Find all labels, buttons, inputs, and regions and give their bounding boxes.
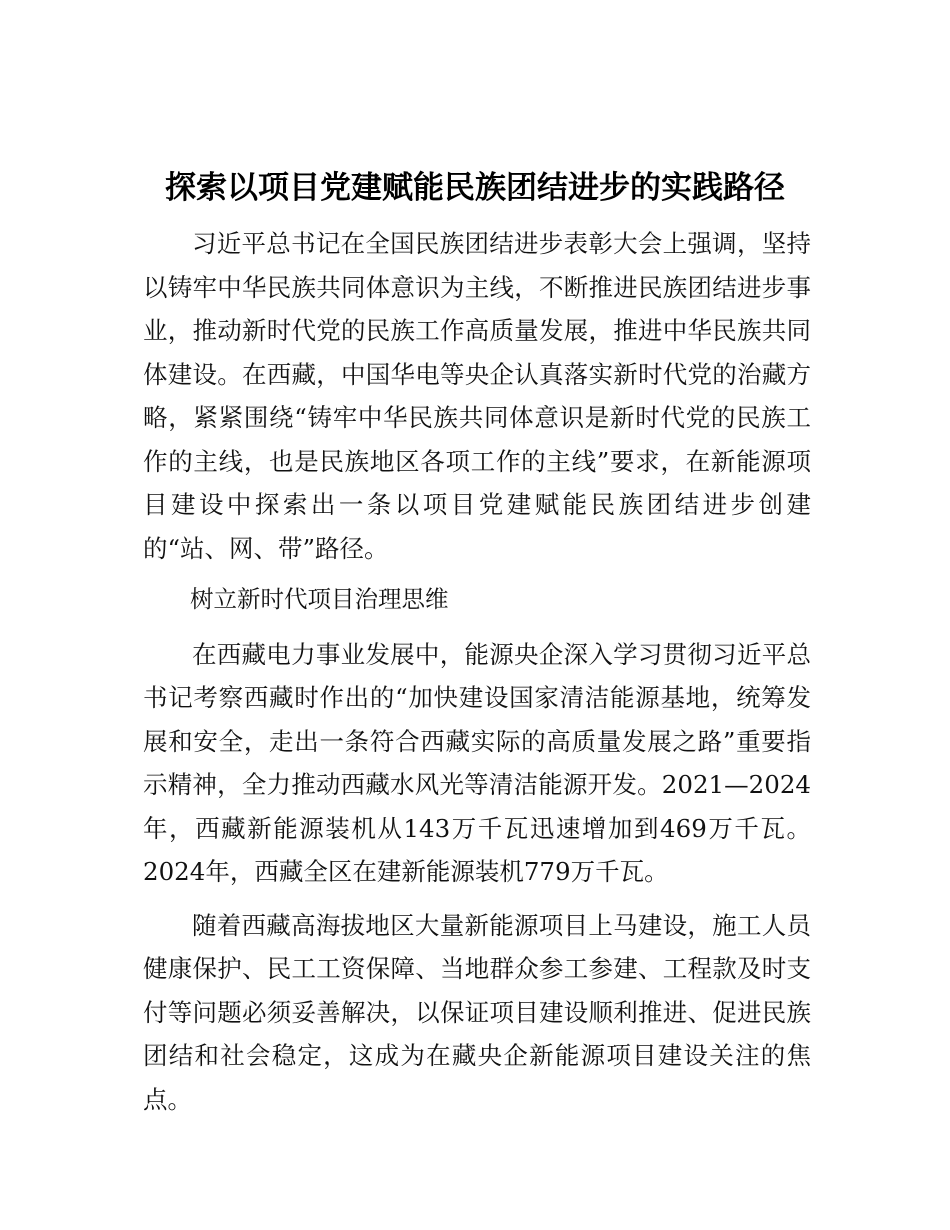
document-title: 探索以项目党建赋能民族团结进步的实践路径 (165, 170, 785, 206)
section-heading: 树立新时代项目治理思维 (190, 585, 449, 613)
document-body (143, 222, 811, 1121)
paragraph-intro: 习近平总书记在全国民族团结进步表彰大会上强调，坚持以铸牢中华民族共同体意识为主线，不断推进民族团结进步事业，推动新时代党的民族工作高质量发展，推进中华民族共同体建设。在西藏，中国华电等央企认真落实新时代党的治藏方略，紧紧围绕“铸牢中华民族共同体意识是新时代党的民族工作的主线，也是民族地区各项工作的主线”要求，在新能源项目建设中探索出一条以项目党建赋能民族团结进步创建的“站、网、带”路径。 (143, 229, 811, 563)
paragraph-construction-issues: 随着西藏高海拔地区大量新能源项目上马建设，施工人员健康保护、民工工资保障、当地群众参工参建、工程款及时支付等问题必须妥善解决，以保证项目建设顺利推进、促进民族团结和社会稳定，这成为在藏央企新能源项目建设关注的焦点。 (143, 910, 811, 1114)
paragraph-energy-development: 在西藏电力事业发展中，能源央企深入学习贯彻习近平总书记考察西藏时作出的“加快建设国家清洁能源基地，统筹发展和安全，走出一条符合西藏实际的高质量发展之路”重要指示精神，全力推动西藏水风光等清洁能源开发。2021—2024年，西藏新能源装机从143万千瓦迅速增加到469万千瓦。2024年，西藏全区在建新能源装机779万千瓦。 (143, 639, 811, 886)
